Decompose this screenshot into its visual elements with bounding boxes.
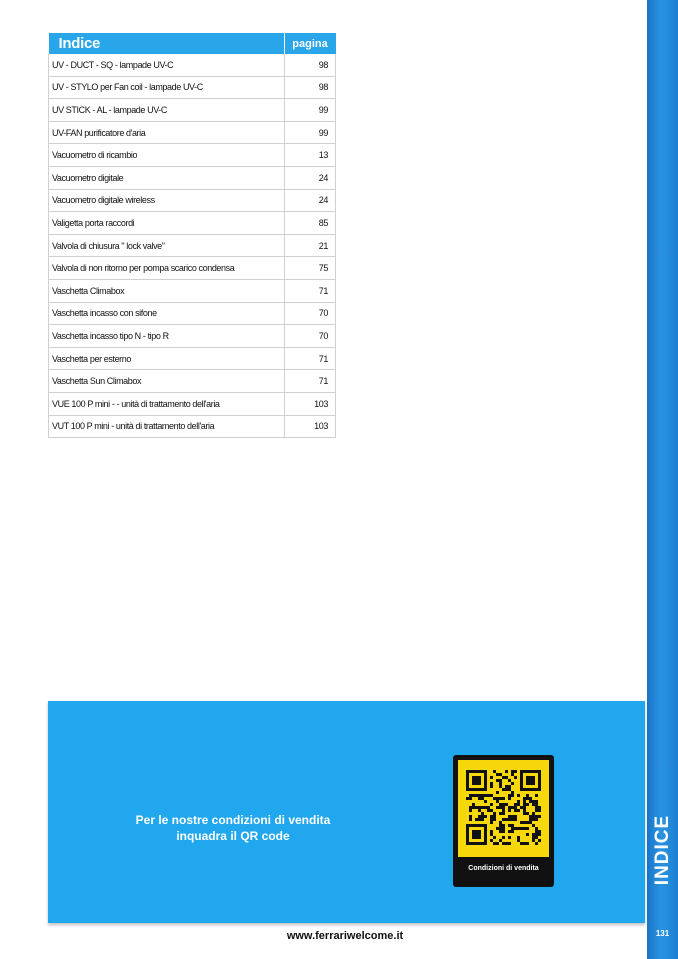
row-title: Valvola di non ritorno per pompa scarico condensa [49,257,285,280]
row-title: Vaschetta per esterno [49,347,285,370]
row-title: Valigetta porta raccordi [49,212,285,235]
section-title: INDICE [651,814,673,886]
row-title: Vacuometro digitale [49,166,285,189]
table-row [49,392,336,415]
row-page: 85 [284,212,336,235]
table-row [49,257,336,280]
table-row [49,189,336,212]
banner-line-2: inquadra il QR code [176,829,290,843]
table-row [49,347,336,370]
row-page: 103 [284,392,336,415]
row-title: Vaschetta Sun Climabox [49,370,285,393]
index-table [48,33,336,438]
qr-code-icon [458,760,549,857]
row-page: 98 [284,54,336,76]
row-page: 24 [284,189,336,212]
row-title: Vaschetta Climabox [49,279,285,302]
table-row [49,76,336,99]
footer-website[interactable]: www.ferrariwelcome.it [286,930,404,942]
row-page: 71 [284,279,336,302]
row-title: Vacuometro digitale wireless [49,189,285,212]
banner-line-1: Per le nostre condizioni di vendita [135,813,331,827]
banner-text [108,812,358,844]
table-row [49,279,336,302]
table-row [49,370,336,393]
row-title: Vaschetta incasso con sifone [49,302,285,325]
row-page: 103 [284,415,336,438]
table-row [49,415,336,438]
row-page: 99 [284,121,336,144]
table-row [49,121,336,144]
row-title: UV - DUCT - SQ - lampade UV-C [49,54,285,76]
table-header [49,33,336,54]
row-page: 24 [284,166,336,189]
table-row [49,302,336,325]
row-title: UV STICK - AL - lampade UV-C [49,99,285,122]
row-title: UV-FAN purificatore d'aria [49,121,285,144]
header-page: pagina [284,33,336,54]
qr-code-background [458,760,549,857]
table-row [49,234,336,257]
qr-code-card[interactable] [453,755,554,887]
row-title: VUT 100 P mini - unità di trattamento dell'aria [49,415,285,438]
table-row [49,212,336,235]
row-title: Vacuometro di ricambio [49,144,285,167]
row-page: 13 [284,144,336,167]
row-page: 99 [284,99,336,122]
row-title: VUE 100 P mini - - unità di trattamento dell'aria [49,392,285,415]
row-page: 98 [284,76,336,99]
header-index: Indice [49,33,285,54]
row-page: 70 [284,302,336,325]
row-title: Vaschetta incasso tipo N - tipo R [49,325,285,348]
sales-conditions-banner [48,701,645,923]
row-page: 71 [284,347,336,370]
row-page: 21 [284,234,336,257]
table-row [49,325,336,348]
page-number: 131 [655,929,670,938]
table-row [49,166,336,189]
row-page: 75 [284,257,336,280]
row-title: UV - STYLO per Fan coil - lampade UV-C [49,76,285,99]
table-row [49,99,336,122]
row-page: 71 [284,370,336,393]
row-title: Valvola di chiusura " lock valve" [49,234,285,257]
qr-caption: Condizioni di vendita [468,865,539,872]
row-page: 70 [284,325,336,348]
side-band [647,0,678,959]
table-row [49,54,336,76]
table-row [49,144,336,167]
